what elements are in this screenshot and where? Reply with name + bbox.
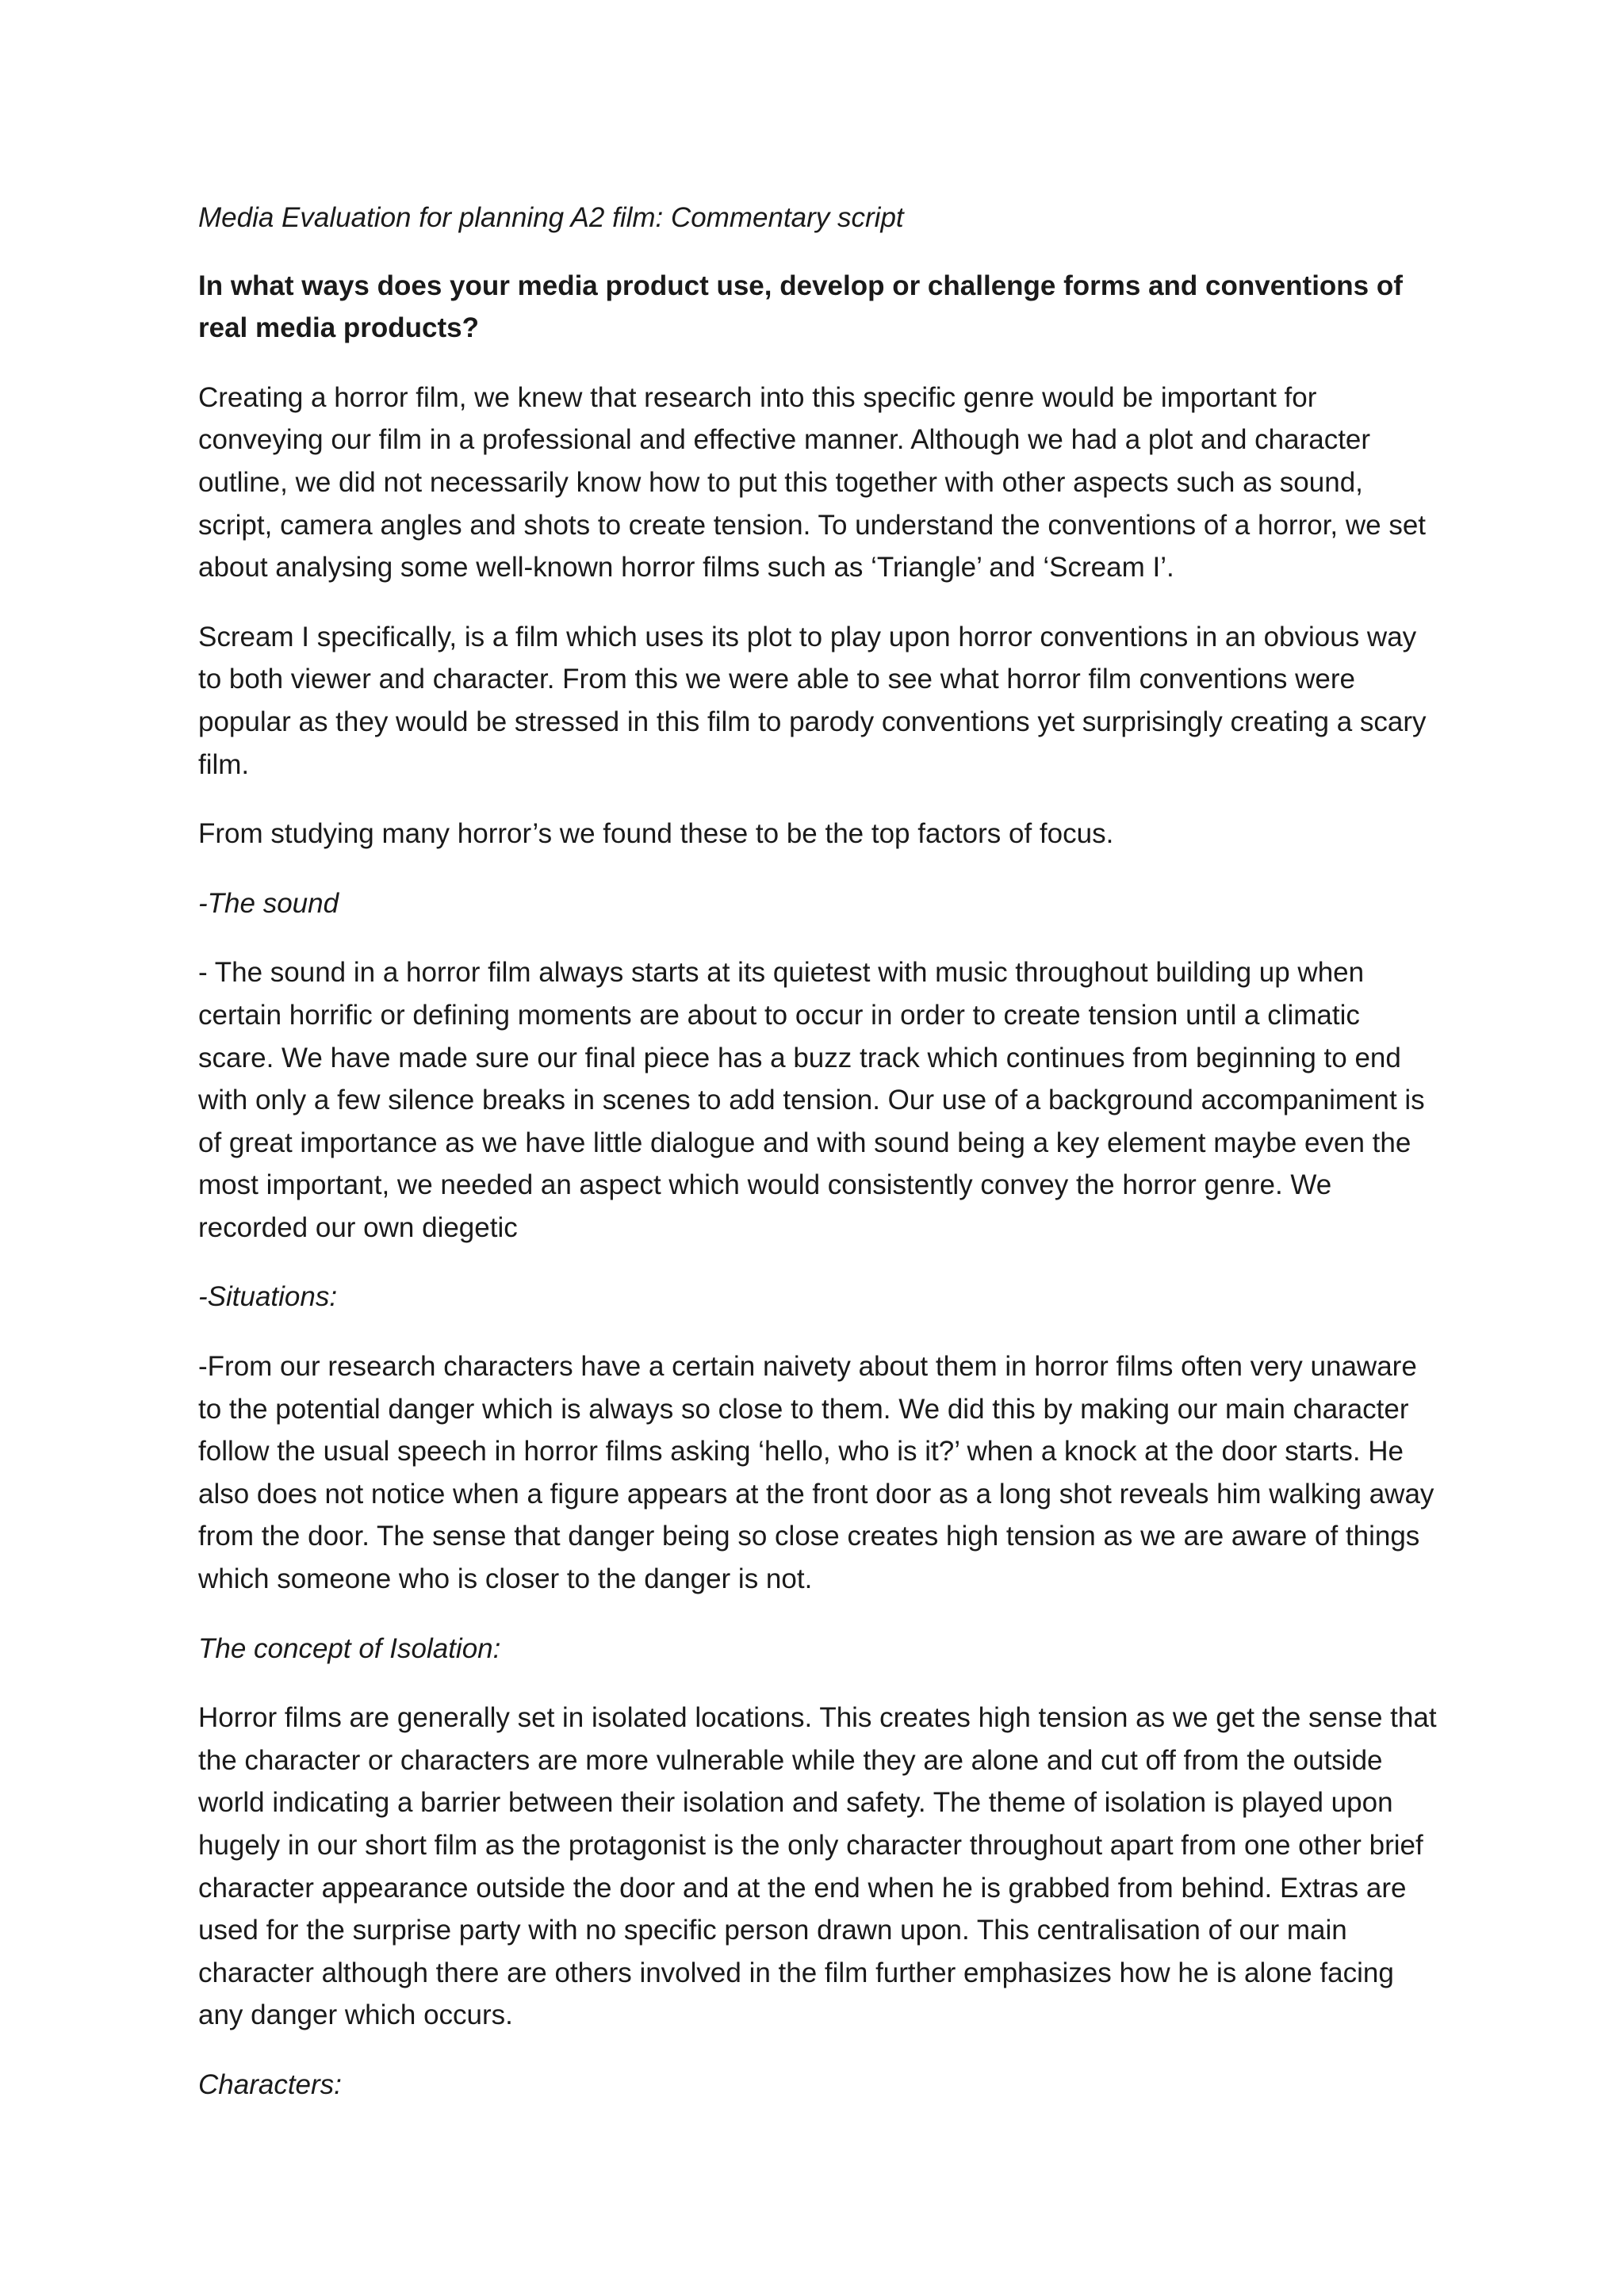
intro-paragraph: Creating a horror film, we knew that research into this specific genre would be important for conveying our film in a professional and effective manner. Although we had a plot and character outline, we did not necessarily know how to put this together with other aspects such as sound, script, camera angles and shots to create tension. To understand the conventions of a horror, we set about analysing some well-known horror films such as ‘Triangle’ and ‘Scream I’. bbox=[198, 381, 1427, 584]
situations-heading: -Situations: bbox=[198, 1281, 338, 1313]
isolation-heading: The concept of Isolation: bbox=[198, 1632, 501, 1664]
characters-heading: Characters: bbox=[198, 2068, 342, 2100]
situations-paragraph: -From our research characters have a certain naivety about them in horror films often very unaware to the potential danger which is always so close to them. We did this by making our main character follow the usual speech in horror films asking ‘hello, who is it?’ when a knock at the door starts. He also does not notice when a figure appears at the front door as a long shot reveals him walking away from the door. The sense that danger being so close creates high tension as we are aware of things which someone who is closer to the danger is not. bbox=[198, 1351, 1434, 1595]
scream-paragraph: Scream I specifically, is a film which uses its plot to play upon horror conventions in an obvious way to both viewer and character. From this we were able to see what horror film conventions were popular as they would be stressed in this film to parody conventions yet surprisingly creating a scary film. bbox=[198, 621, 1427, 780]
sound-paragraph: - The sound in a horror film always starts at its quietest with music throughout building up when certain horrific or defining moments are about to occur in order to create tension until a climatic scare. We have made sure our final piece has a buzz track which continues from beginning to end with only a few silence breaks in scenes to add tension. Our use of a background accompaniment is of great importance as we have little dialogue and with sound being a key element maybe even the most important, we needed an aspect which would consistently convey the horror genre. We recorded our own diegetic bbox=[198, 957, 1425, 1243]
factors-paragraph: From studying many horror’s we found these to be the top factors of focus. bbox=[198, 818, 1114, 850]
sound-heading: -The sound bbox=[198, 887, 339, 919]
evaluation-question: In what ways does your media product use, develop or challenge forms and conventions of real media products? bbox=[198, 270, 1403, 344]
isolation-paragraph: Horror films are generally set in isolated locations. This creates high tension as we get the sense that the character or characters are more vulnerable while they are alone and cut off from the outside world indicating a barrier between their isolation and safety. The theme of isolation is played upon hugely in our short film as the protagonist is the only character throughout apart from one other brief character appearance outside the door and at the end when he is grabbed from behind. Extras are used for the surprise party with no specific person drawn upon. This centralisation of our main character although there are others involved in the film further emphasizes how he is alone facing any danger which occurs. bbox=[198, 1702, 1437, 2031]
document-title: Media Evaluation for planning A2 film: Commentary script bbox=[198, 202, 904, 233]
